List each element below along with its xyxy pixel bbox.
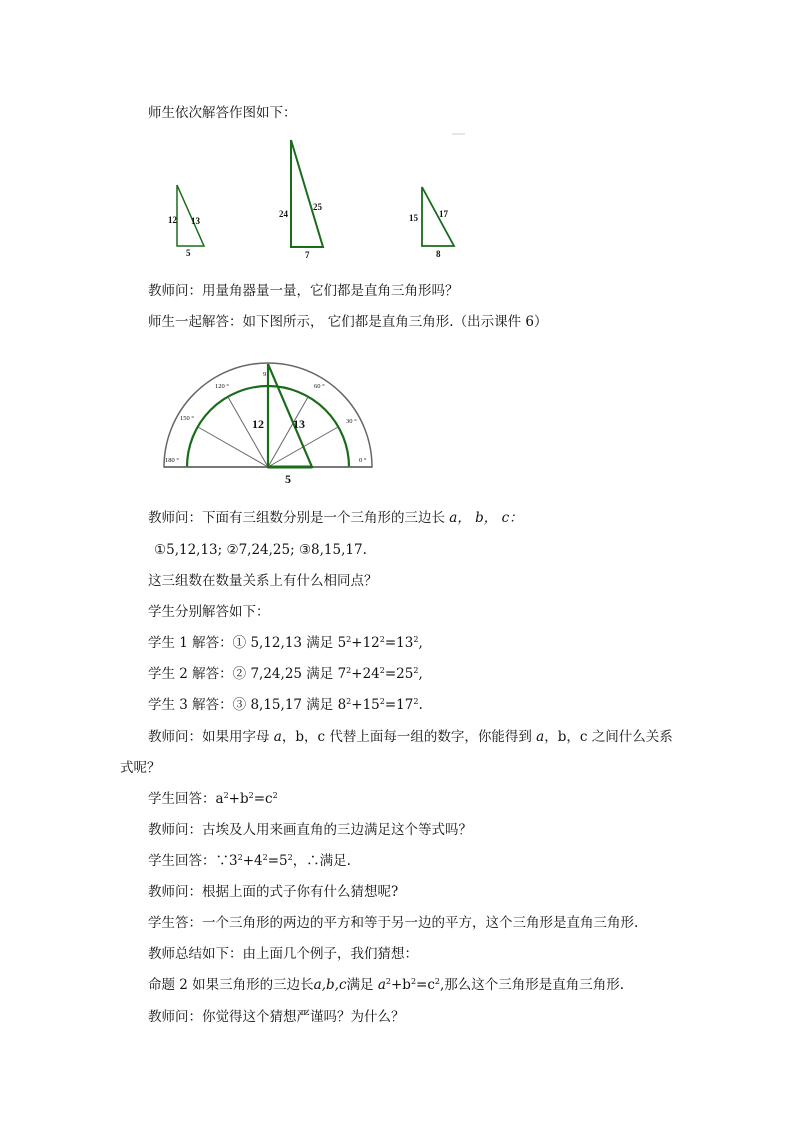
- number-groups: ①5,12,13; ②7,24,25; ③8,15,17.: [154, 542, 367, 558]
- joint-answer-line: 师生一起解答：如下图所示， 它们都是直角三角形.（出示课件 6）: [148, 314, 548, 330]
- t3-side-b: 8: [436, 249, 441, 259]
- t2-side-b: 7: [305, 250, 310, 260]
- label-90: 9: [263, 371, 267, 378]
- t1-side-a: 12: [168, 215, 177, 225]
- proposition-2: 命题 2 如果三角形的三边长a,b,c满足 $a^2+b^2=c^2$,那么这个三角形是直角三角形.: [148, 977, 625, 993]
- teacher-question-5: 教师问：根据上面的式子你有什么猜想呢?: [148, 884, 399, 900]
- t2-side-a: 24: [279, 209, 288, 219]
- intro-line: 师生依次解答作图如下：: [148, 105, 297, 121]
- teacher-question-2: 教师问：下面有三组数分别是一个三角形的三边长 a， b， c：: [148, 510, 523, 526]
- t2-side-c: 25: [313, 202, 322, 212]
- teacher-question-3-cont: 式呢？: [120, 760, 161, 776]
- triangle-8-15-17: [422, 187, 454, 246]
- teacher-question-4: 教师问：古埃及人用来画直角的三边满足这个等式吗？: [148, 822, 472, 838]
- t1-side-b: 5: [186, 248, 191, 258]
- label-0: 0 °: [359, 457, 367, 464]
- teacher-question-1: 教师问：用量角器量一量，它们都是直角三角形吗？: [148, 283, 459, 299]
- student-2-answer: 学生 2 解答：② 7,24,25 满足 $7^2+24^2=25^2$,: [148, 666, 423, 682]
- t3-side-a: 15: [409, 213, 418, 223]
- question-similarity: 这三组数在数量关系上有什么相同点？: [148, 573, 378, 589]
- teacher-summary: 教师总结如下：由上面几个例子，我们猜想：: [148, 946, 418, 962]
- student-3-answer: 学生 3 解答：③ 8,15,17 满足 $8^2+15^2=17^2$.: [148, 697, 423, 713]
- teacher-question-6: 教师问：你觉得这个猜想严谨吗？为什么？: [148, 1009, 405, 1025]
- student-1-answer: 学生 1 解答：① 5,12,13 满足 $5^2+12^2=13^2$,: [148, 635, 423, 651]
- t1-side-c: 13: [191, 216, 200, 226]
- triangle-7-24-25: [291, 140, 323, 247]
- protractor-figure: [160, 360, 380, 490]
- student-reply-formula: 学生回答：$a^2+b^2=c^2$: [148, 791, 278, 807]
- label-60: 60 °: [314, 383, 325, 390]
- three-triangles-figure: [160, 132, 480, 262]
- protractor-side-c: 13: [293, 417, 305, 431]
- protractor-triangle: [268, 364, 312, 467]
- protractor-side-a: 12: [252, 417, 264, 431]
- t3-side-c: 17: [439, 209, 448, 219]
- teacher-question-3: 教师问：如果用字母 a，b，c 代替上面每一组的数字，你能得到 a，b，c 之间什么关系: [148, 729, 673, 745]
- student-reply-egypt: 学生回答：$\because 3^2+4^2=5^2$，∴满足.: [148, 853, 351, 869]
- student-conjecture: 学生答：一个三角形的两边的平方和等于另一边的平方，这个三角形是直角三角形.: [148, 915, 639, 931]
- protractor-side-b: 5: [285, 472, 291, 486]
- label-120: 120 °: [215, 383, 229, 390]
- label-30: 30 °: [346, 418, 357, 425]
- label-180: 180 °: [165, 457, 179, 464]
- students-answer-intro: 学生分别解答如下：: [148, 604, 270, 620]
- label-150: 150 °: [180, 415, 194, 422]
